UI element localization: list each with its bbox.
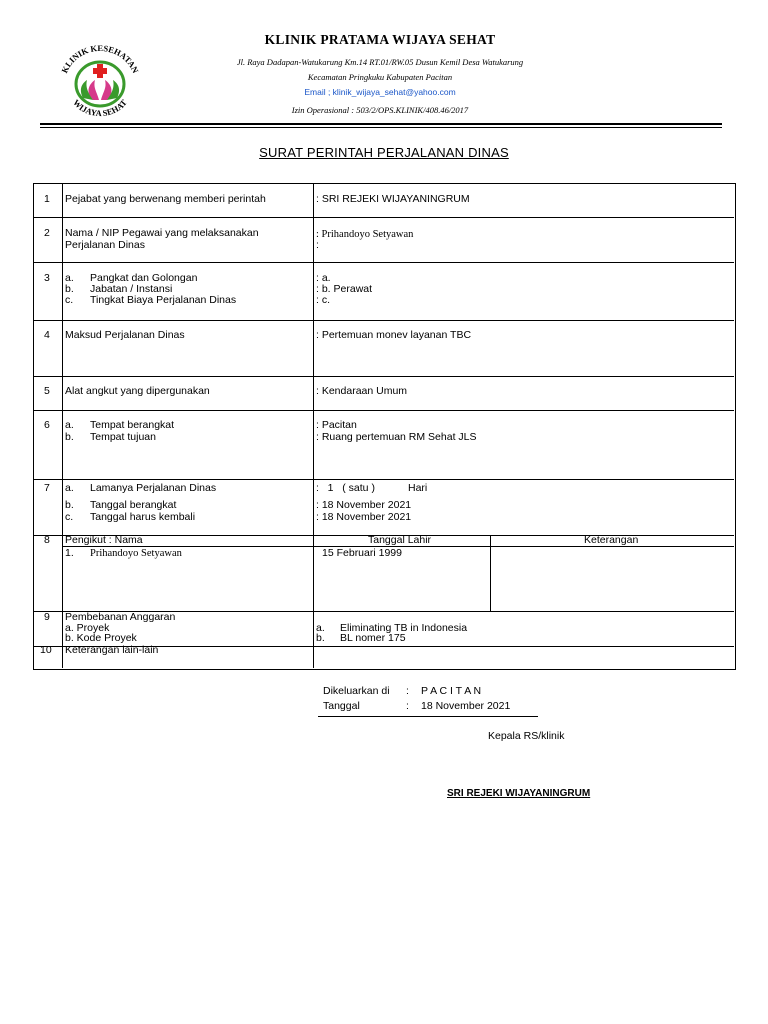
row-value: : Pertemuan monev layanan TBC	[316, 329, 472, 341]
row-number: 4	[44, 329, 50, 341]
item-letter: b.	[316, 632, 325, 644]
row-value: : SRI REJEKI WIJAYANINGRUM	[316, 193, 470, 205]
row-label: Nama / NIP Pegawai yang melaksanakan	[65, 227, 259, 239]
item-value: : Pacitan	[316, 419, 357, 431]
svg-text:WIJAYA SEHAT	[71, 97, 129, 118]
item-letter: a.	[65, 419, 74, 431]
item-value: BL nomer 175	[340, 632, 406, 644]
item-value: : 18 November 2021	[316, 511, 412, 523]
item-letter: b.	[65, 499, 74, 511]
row-label: Maksud Perjalanan Dinas	[65, 329, 185, 341]
row-line	[34, 376, 734, 377]
header-divider	[40, 123, 722, 125]
clinic-address: Jl. Raya Dadapan-Watukarung Km.14 RT.01/RW.05 Dusun Kemil Desa Watukarung	[236, 57, 524, 67]
clinic-district: Kecamatan Pringkuku Kabupaten Pacitan	[307, 72, 453, 82]
logo-text-top: KLINIK KESEHATAN	[59, 42, 141, 75]
row-number: 5	[44, 385, 50, 397]
row-label: Keterangan lain-lain	[65, 644, 159, 656]
col-header-dob: Tanggal Lahir	[368, 534, 432, 546]
item-value: : a.	[316, 272, 331, 284]
col-divider-value	[313, 184, 314, 668]
row-value: : Kendaraan Umum	[316, 385, 408, 397]
row-label: Pejabat yang berwenang memberi perintah	[65, 193, 266, 205]
item-label: Tempat berangkat	[90, 419, 175, 431]
row-number: 6	[44, 419, 50, 431]
row-number: 8	[44, 534, 50, 546]
issued-label: Dikeluarkan di	[323, 685, 390, 697]
row-number: 1	[44, 193, 50, 205]
item-value: : b. Perawat	[316, 283, 373, 295]
date-separator: :	[406, 700, 409, 712]
date-label: Tanggal	[323, 700, 360, 712]
item-letter: b.	[65, 431, 74, 443]
follower-dob: 15 Februari 1999	[322, 547, 402, 559]
item-letter: a.	[65, 272, 74, 284]
item-label: Tempat tujuan	[90, 431, 156, 443]
clinic-logo	[55, 40, 145, 120]
item-letter: a.	[65, 482, 74, 494]
item-label: Lamanya Perjalanan Dinas	[90, 482, 217, 494]
logo-text-bottom: WIJAYA SEHAT	[71, 97, 129, 119]
row-number: 10	[40, 644, 52, 656]
item-label: Tanggal harus kembali	[90, 511, 196, 523]
row-number: 7	[44, 482, 50, 494]
item-letter: c.	[65, 294, 74, 306]
follower-name: Prihandoyo Setyawan	[90, 548, 182, 559]
clinic-license: Izin Operasional : 503/2/OPS.KLINIK/408.46/2017	[291, 105, 469, 115]
item-label: Tanggal berangkat	[90, 499, 177, 511]
clinic-email: Email ; klinik_wijaya_sehat@yahoo.com	[304, 87, 456, 97]
row-number: 3	[44, 272, 50, 284]
item-value: Eliminating TB in Indonesia	[340, 622, 468, 634]
row-value: :	[316, 239, 319, 251]
row-line	[34, 262, 734, 263]
row-label: b. Kode Proyek	[65, 632, 137, 644]
item-label: Pangkat dan Golongan	[90, 272, 198, 284]
issued-separator: :	[406, 685, 409, 697]
row-label: a. Proyek	[65, 622, 110, 634]
col-header-name: Pengikut : Nama	[65, 534, 143, 546]
issued-place: P A C I T A N	[421, 685, 482, 697]
row-line	[34, 320, 734, 321]
document-title: SURAT PERINTAH PERJALANAN DINAS	[259, 145, 509, 160]
item-value: : c.	[316, 294, 331, 306]
row-number: 9	[44, 611, 50, 623]
row-value: : Prihandoyo Setyawan	[316, 229, 414, 240]
signatory-position: Kepala RS/klinik	[488, 730, 565, 742]
item-letter: b.	[65, 283, 74, 295]
row-line	[34, 217, 734, 218]
col-header-note: Keterangan	[584, 534, 639, 546]
row-label: Pembebanan Anggaran	[65, 611, 176, 623]
row-line	[34, 410, 734, 411]
row-label: Alat angkut yang dipergunakan	[65, 385, 210, 397]
follower-number: 1.	[65, 547, 74, 559]
item-letter: a.	[316, 622, 325, 634]
footer-divider	[318, 716, 538, 717]
col-divider-no	[62, 184, 63, 668]
date-value: 18 November 2021	[421, 700, 511, 712]
item-unit: Hari	[408, 482, 428, 494]
item-value: : Ruang pertemuan RM Sehat JLS	[316, 431, 477, 443]
row-label: Perjalanan Dinas	[65, 239, 145, 251]
header-divider-thin	[40, 127, 722, 128]
item-value: : 1 ( satu )	[316, 482, 375, 494]
row-number: 2	[44, 227, 50, 239]
item-label: Tingkat Biaya Perjalanan Dinas	[90, 294, 237, 306]
item-label: Jabatan / Instansi	[90, 283, 173, 295]
clinic-name: KLINIK PRATAMA WIJAYA SEHAT	[264, 32, 496, 47]
clinic-logo-icon	[55, 40, 145, 120]
item-value: : 18 November 2021	[316, 499, 412, 511]
signatory-name: SRI REJEKI WIJAYANINGRUM	[447, 788, 591, 799]
item-letter: c.	[65, 511, 74, 523]
row-line	[34, 479, 734, 480]
